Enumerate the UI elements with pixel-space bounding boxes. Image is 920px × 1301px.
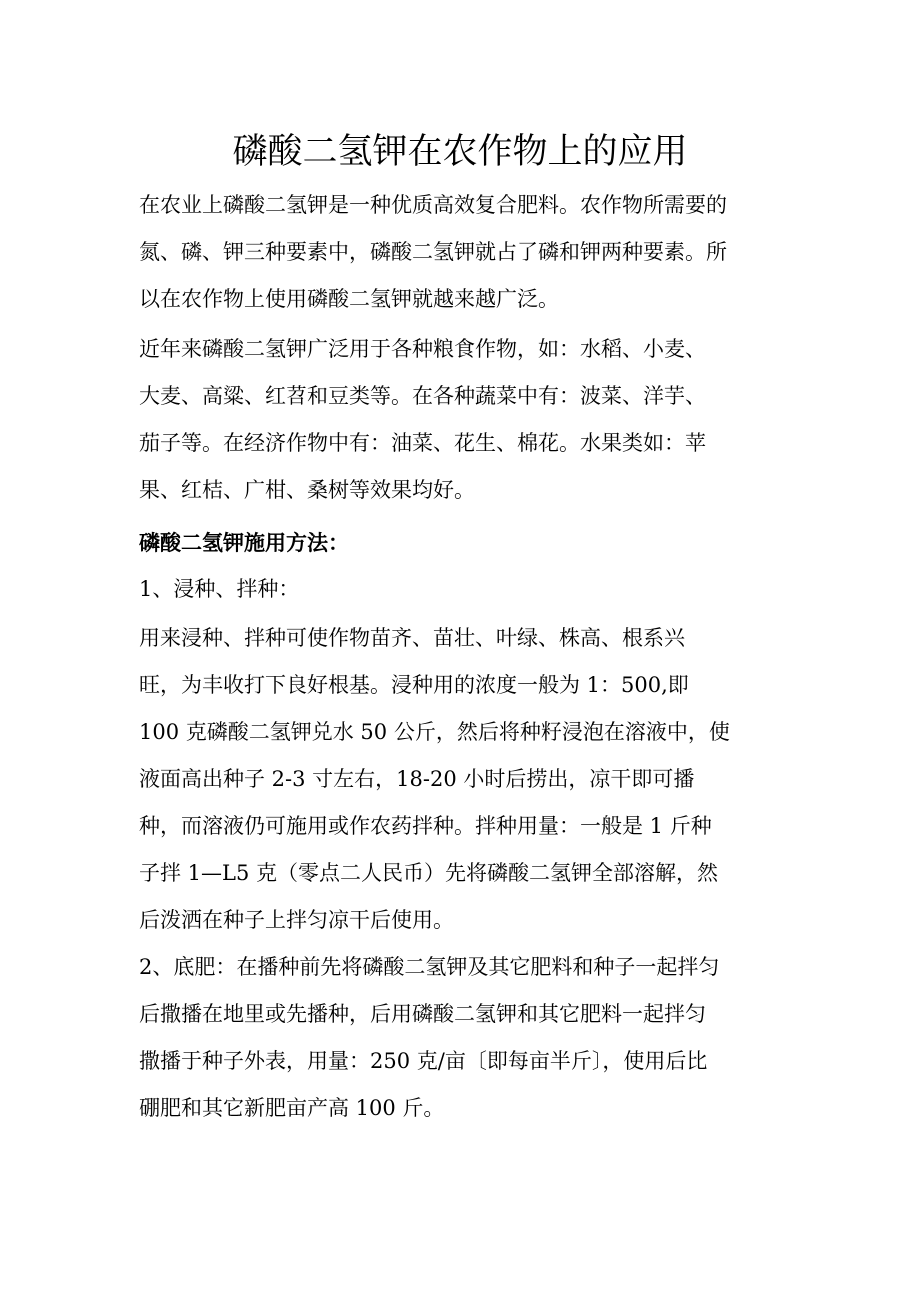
method2-line: 后撒播在地里或先播种，后用磷酸二氢钾和其它肥料一起拌匀 <box>139 1002 706 1026</box>
method2-line: 撒播于种子外表，用量：250 克/亩〔即每亩半斤〕，使用后比 <box>139 1049 708 1073</box>
document-title: 磷酸二氢钾在农作物上的应用 <box>232 132 688 172</box>
methods-section <box>139 519 799 613</box>
method2-line: 2、底肥：在播种前先将磷酸二氢钾及其它肥料和种子一起拌匀 <box>139 955 720 979</box>
method2-paragraph <box>139 944 799 1132</box>
intro-line: 以在农作物上使用磷酸二氢钾就越来越广泛。 <box>139 287 559 311</box>
method1-line: 100 克磷酸二氢钾兑水 50 公斤，然后将种籽浸泡在溶液中，使 <box>139 720 730 744</box>
intro-line: 氮、磷、钾三种要素中，磷酸二氢钾就占了磷和钾两种要素。所 <box>139 240 727 264</box>
method2-line: 硼肥和其它新肥亩产高 100 斤。 <box>139 1096 445 1120</box>
method1-paragraph <box>139 615 799 944</box>
methods-heading: 磷酸二氢钾施用方法： <box>139 530 349 555</box>
method1-line: 子拌 1—L5 克（零点二人民币）先将磷酸二氢钾全部溶解，然 <box>139 861 719 885</box>
method1-line: 用来浸种、拌种可使作物苗齐、苗壮、叶绿、株高、根系兴 <box>139 626 685 650</box>
method1-line: 旺，为丰收打下良好根基。浸种用的浓度一般为 1：500,即 <box>139 673 689 697</box>
method1-line: 液面高出种子 2-3 寸左右，18-20 小时后捞出，凉干即可播 <box>139 767 695 791</box>
usage-line: 果、红桔、广柑、桑树等效果均好。 <box>139 478 475 502</box>
method1-line: 后泼洒在种子上拌匀凉干后使用。 <box>139 908 454 932</box>
method1-title: 1、浸种、拌种： <box>139 577 300 601</box>
intro-line: 在农业上磷酸二氢钾是一种优质高效复合肥料。农作物所需要的 <box>139 193 727 217</box>
usage-line: 大麦、高粱、红苕和豆类等。在各种蔬菜中有：波菜、洋芋、 <box>139 384 706 408</box>
usage-line: 近年来磷酸二氢钾广泛用于各种粮食作物，如：水稻、小麦、 <box>139 337 706 361</box>
intro-paragraph <box>139 182 799 323</box>
usage-paragraph <box>139 326 799 514</box>
method1-line: 种，而溶液仍可施用或作农药拌种。拌种用量：一般是 1 斤种 <box>139 814 712 838</box>
usage-line: 茄子等。在经济作物中有：油菜、花生、棉花。水果类如：苹 <box>139 431 706 455</box>
